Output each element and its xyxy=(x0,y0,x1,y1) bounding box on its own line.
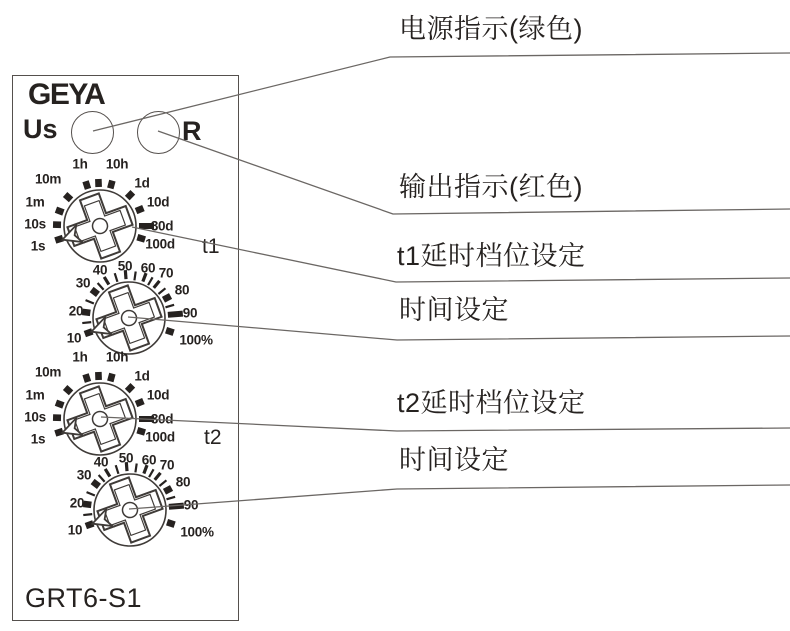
dial-scale-label: 10d xyxy=(146,194,170,210)
annotation-t2-time-setting: 时间设定 xyxy=(399,445,509,475)
dial-scale-label: 70 xyxy=(158,265,174,281)
dial-scale-label: 90 xyxy=(183,497,199,513)
dial-scale-label: 10 xyxy=(66,330,82,346)
dial-scale-label: 60 xyxy=(140,260,156,276)
dial-scale-label: 60 xyxy=(141,452,157,468)
device-panel xyxy=(12,75,239,621)
dial-scale-label: 100% xyxy=(179,332,213,348)
annotation-t2-range-setting: t2延时档位设定 xyxy=(397,388,586,418)
dial-scale-label: 30 xyxy=(75,275,91,291)
power-led xyxy=(71,111,114,154)
dial-scale-label: 50 xyxy=(117,258,133,274)
dial-scale-label: 10d xyxy=(146,387,170,403)
t1-tag: t1 xyxy=(202,235,220,258)
dial-scale-label: 50 xyxy=(118,450,134,466)
dial-scale-label: 80 xyxy=(174,282,190,298)
dial-scale-label: 1h xyxy=(72,349,88,365)
dial-scale-label: 1d xyxy=(134,175,150,191)
dial-scale-label: 1s xyxy=(30,238,46,254)
dial-scale-label: 20 xyxy=(69,495,85,511)
dial-scale-label: 1d xyxy=(134,368,150,384)
dial-scale-label: 80 xyxy=(175,474,191,490)
dial-scale-label: 40 xyxy=(92,262,108,278)
dial-scale-label: 90 xyxy=(182,305,198,321)
brand-logo: GEYA xyxy=(28,78,105,111)
annotation-t1-range-setting: t1延时档位设定 xyxy=(397,241,586,271)
dial-scale-label: 1m xyxy=(25,194,45,210)
annotation-t1-time-setting: 时间设定 xyxy=(399,295,509,325)
dial-scale-label: 1m xyxy=(25,387,45,403)
output-led xyxy=(137,111,180,154)
output-led-label: R xyxy=(182,116,202,146)
annotation-output-indicator: 输出指示(红色) xyxy=(399,172,583,202)
dial-scale-label: 30d xyxy=(150,218,174,234)
dial-scale-label: 30d xyxy=(150,411,174,427)
dial-scale-label: 10s xyxy=(24,409,46,425)
dial-scale-label: 40 xyxy=(93,454,109,470)
dial-scale-label: 1s xyxy=(30,431,46,447)
dial-scale-label: 10h xyxy=(105,156,129,172)
dial-scale-label: 100d xyxy=(145,429,175,445)
dial-scale-label: 20 xyxy=(68,303,84,319)
dial-scale-label: 70 xyxy=(159,457,175,473)
dial-scale-label: 30 xyxy=(76,467,92,483)
dial-scale-label: 100% xyxy=(180,524,214,540)
model-number: GRT6-S1 xyxy=(25,583,143,613)
t2-tag: t2 xyxy=(204,426,222,449)
dial-scale-label: 100d xyxy=(145,236,175,252)
annotation-power-indicator: 电源指示(绿色) xyxy=(399,14,583,44)
power-led-label: Us xyxy=(23,114,58,144)
dial-scale-label: 1h xyxy=(72,156,88,172)
dial-scale-label: 10 xyxy=(67,522,83,538)
dial-scale-label: 10s xyxy=(24,216,46,232)
dial-scale-label: 10h xyxy=(105,349,129,365)
dial-scale-label: 10m xyxy=(34,364,62,380)
dial-scale-label: 10m xyxy=(34,171,62,187)
